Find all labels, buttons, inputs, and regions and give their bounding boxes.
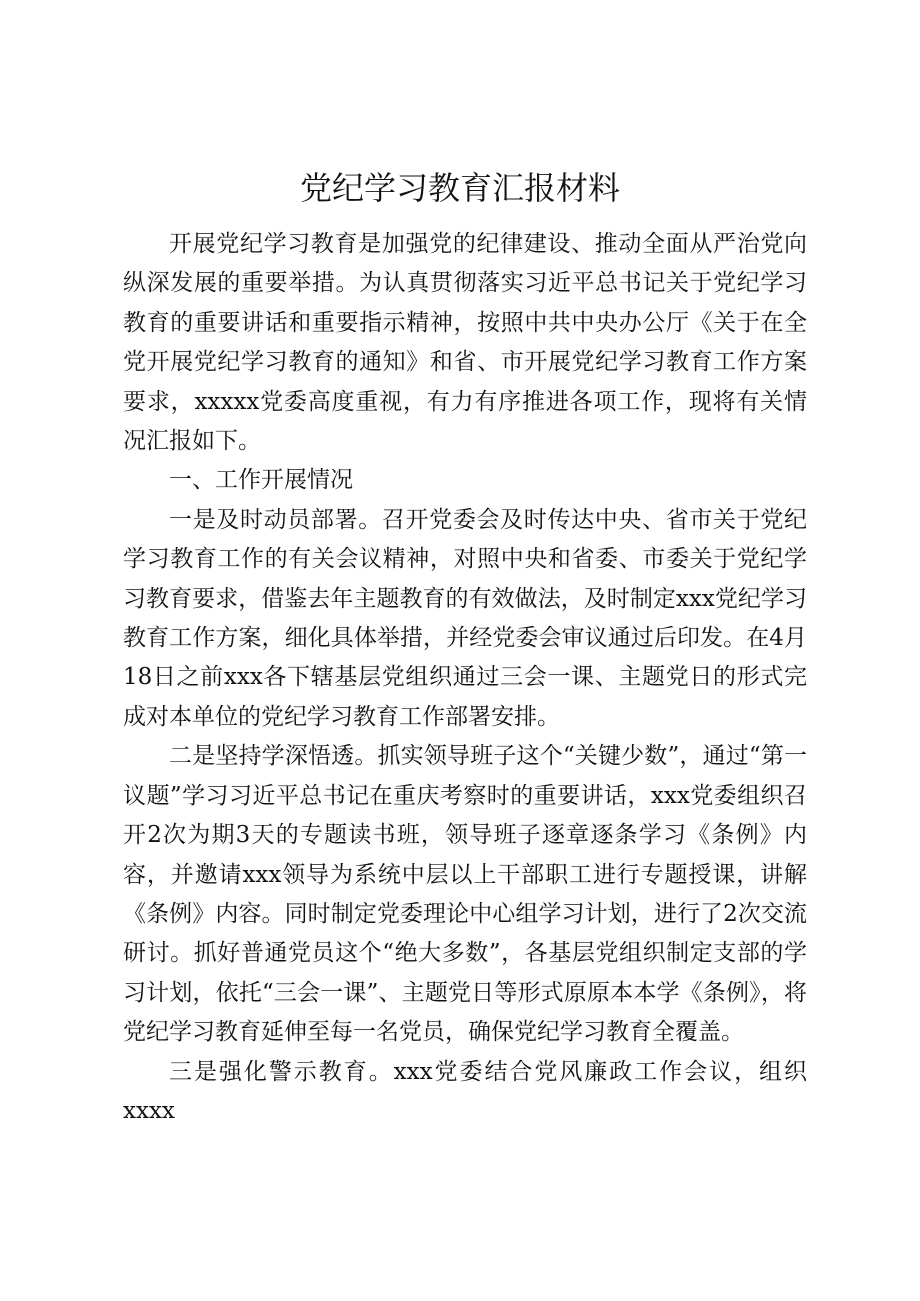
paragraph-study: 二是坚持学深悟透。抓实领导班子这个“关键少数”，通过“第一议题”学习习近平总书记在重庆考察时的重要讲话，xxx党委组织召开2次为期3天的专题读书班，领导班子逐章逐条学习《条例》内容，并邀请xxx领导为系统中层以上干部职工进行专题授课，讲解《条例》内容。同时制定党委理论中心组学习计划，进行了2次交流研讨。抓好普通党员这个“绝大多数”，各基层党组织制定支部的学习计划，依托“三会一课”、主题党日等形式原原本本学《条例》，将党纪学习教育延伸至每一名党员，确保党纪学习教育全覆盖。 <box>123 743 807 1046</box>
document-body <box>123 225 807 1131</box>
section-heading: 一、工作开展情况 <box>169 467 353 494</box>
paragraph-warning-education: 三是强化警示教育。xxx党委结合党风廉政工作会议，组织xxxx <box>123 1058 807 1124</box>
paragraph-deployment: 一是及时动员部署。召开党委会及时传达中央、省市关于党纪学习教育工作的有关会议精神，对照中央和省委、市委关于党纪学习教育要求，借鉴去年主题教育的有效做法，及时制定xxx党纪学习教育工作方案，细化具体举措，并经党委会审议通过后印发。在4月18日之前xxx各下辖基层党组织通过三会一课、主题党日的形式完成对本单位的党纪学习教育工作部署安排。 <box>123 506 807 730</box>
intro-paragraph: 开展党纪学习教育是加强党的纪律建设、推动全面从严治党向纵深发展的重要举措。为认真贯彻落实习近平总书记关于党纪学习教育的重要讲话和重要指示精神，按照中共中央办公厅《关于在全党开展党纪学习教育的通知》和省、市开展党纪学习教育工作方案要求，xxxxx党委高度重视，有力有序推进各项工作，现将有关情况汇报如下。 <box>123 231 807 455</box>
document-title: 党纪学习教育汇报材料 <box>299 169 620 207</box>
